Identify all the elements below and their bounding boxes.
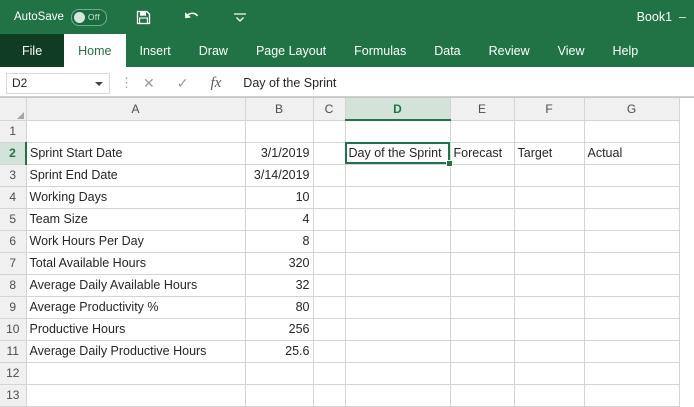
cell-B6[interactable]: 8	[245, 230, 313, 252]
cell-C2[interactable]	[313, 142, 345, 164]
row-header-4[interactable]: 4	[0, 186, 26, 208]
cell-G3[interactable]	[584, 164, 679, 186]
cell-A13[interactable]	[26, 384, 245, 406]
cell-E7[interactable]	[450, 252, 514, 274]
formula-bar-divider: ⋮	[120, 75, 133, 90]
column-header-b[interactable]: B	[245, 98, 313, 120]
title-bar	[0, 0, 694, 34]
cell-B3[interactable]: 3/14/2019	[245, 164, 313, 186]
row-header-7[interactable]: 7	[0, 252, 26, 274]
cell-A4[interactable]: Working Days	[26, 186, 245, 208]
row-header-11[interactable]: 11	[0, 340, 26, 362]
cell-F11[interactable]	[514, 340, 584, 362]
cell-C1[interactable]	[313, 120, 345, 142]
column-header-a[interactable]: A	[26, 98, 245, 120]
cell-C8[interactable]	[313, 274, 345, 296]
tab-review[interactable]: Review	[488, 43, 530, 58]
formula-bar	[0, 67, 694, 97]
row-header-8[interactable]: 8	[0, 274, 26, 296]
cell-D7[interactable]	[345, 252, 450, 274]
tab-data[interactable]: Data	[434, 43, 461, 58]
cell-D3[interactable]	[345, 164, 450, 186]
cell-D2-text: Day of the Sprint	[348, 146, 442, 160]
window-title	[637, 0, 694, 34]
cell-E8[interactable]	[450, 274, 514, 296]
cell-C5[interactable]	[313, 208, 345, 230]
cell-D1[interactable]	[345, 120, 450, 142]
cell-A12[interactable]	[26, 362, 245, 384]
cell-G4[interactable]	[584, 186, 679, 208]
autosave-toggle[interactable]	[71, 9, 107, 26]
document-title: Book1	[636, 10, 673, 24]
cell-G10[interactable]	[584, 318, 679, 340]
cell-F8[interactable]	[514, 274, 584, 296]
cell-A11[interactable]: Average Daily Productive Hours	[26, 340, 245, 362]
cell-E1[interactable]	[450, 120, 514, 142]
cell-C12[interactable]	[313, 362, 345, 384]
cell-C13[interactable]	[313, 384, 345, 406]
cell-B2[interactable]: 3/1/2019	[245, 142, 313, 164]
cell-E10[interactable]	[450, 318, 514, 340]
column-header-row	[0, 98, 679, 120]
cell-F3[interactable]	[514, 164, 584, 186]
table-row	[0, 384, 679, 406]
tab-page-layout[interactable]: Page Layout	[255, 43, 327, 58]
cell-D12[interactable]	[345, 362, 450, 384]
tab-help[interactable]: Help	[612, 43, 639, 58]
cell-C7[interactable]	[313, 252, 345, 274]
spreadsheet-grid[interactable]	[0, 97, 694, 407]
table-row	[0, 230, 679, 252]
cell-D5[interactable]	[345, 208, 450, 230]
fill-handle[interactable]	[446, 160, 453, 167]
more-commands-icon[interactable]	[229, 6, 251, 28]
table-row	[0, 318, 679, 340]
cell-G9[interactable]	[584, 296, 679, 318]
cell-E3[interactable]	[450, 164, 514, 186]
autosave-toggle-state: Off	[87, 12, 100, 22]
cell-C9[interactable]	[313, 296, 345, 318]
cell-G12[interactable]	[584, 362, 679, 384]
row-header-9[interactable]: 9	[0, 296, 26, 318]
cell-D6[interactable]	[345, 230, 450, 252]
cell-D2[interactable]	[345, 142, 450, 164]
cell-D4[interactable]	[345, 186, 450, 208]
cell-G5[interactable]	[584, 208, 679, 230]
cell-C6[interactable]	[313, 230, 345, 252]
check-icon[interactable]: ✓	[176, 75, 189, 91]
table-row	[0, 120, 679, 142]
table-row	[0, 274, 679, 296]
row-header-10[interactable]: 10	[0, 318, 26, 340]
row-header-1[interactable]: 1	[0, 120, 26, 142]
cell-F12[interactable]	[514, 362, 584, 384]
cell-D10[interactable]	[345, 318, 450, 340]
cell-G2[interactable]: Actual	[584, 142, 679, 164]
cell-F6[interactable]	[514, 230, 584, 252]
cell-A6[interactable]: Work Hours Per Day	[26, 230, 245, 252]
tab-file[interactable]: File	[0, 34, 64, 67]
cell-F10[interactable]	[514, 318, 584, 340]
cell-G1[interactable]	[584, 120, 679, 142]
cell-C10[interactable]	[313, 318, 345, 340]
cell-C3[interactable]	[313, 164, 345, 186]
table-row	[0, 142, 679, 164]
row-header-13[interactable]: 13	[0, 384, 26, 406]
tab-home[interactable]: Home	[64, 34, 125, 67]
grid-body	[0, 120, 679, 406]
cell-F13[interactable]	[514, 384, 584, 406]
table-row	[0, 186, 679, 208]
cell-A2[interactable]: Sprint Start Date	[26, 142, 245, 164]
undo-icon[interactable]	[181, 6, 203, 28]
cell-A9[interactable]: Average Productivity %	[26, 296, 245, 318]
cell-A5[interactable]: Team Size	[26, 208, 245, 230]
cell-G11[interactable]	[584, 340, 679, 362]
column-header-c[interactable]: C	[313, 98, 345, 120]
name-box-value: D2	[12, 76, 28, 90]
column-header-g[interactable]: G	[584, 98, 679, 120]
cell-A3[interactable]: Sprint End Date	[26, 164, 245, 186]
cell-B10[interactable]: 256	[245, 318, 313, 340]
cell-F2[interactable]: Target	[514, 142, 584, 164]
table-row	[0, 362, 679, 384]
cell-F5[interactable]	[514, 208, 584, 230]
column-header-f[interactable]: F	[514, 98, 584, 120]
cell-C11[interactable]	[313, 340, 345, 362]
cell-F9[interactable]	[514, 296, 584, 318]
cell-B12[interactable]	[245, 362, 313, 384]
cell-B8[interactable]: 32	[245, 274, 313, 296]
fx-icon[interactable]: fx	[210, 74, 222, 91]
table-row	[0, 340, 679, 362]
tab-view[interactable]: View	[557, 43, 585, 58]
row-header-6[interactable]: 6	[0, 230, 26, 252]
cell-D13[interactable]	[345, 384, 450, 406]
cell-E9[interactable]	[450, 296, 514, 318]
cell-E4[interactable]	[450, 186, 514, 208]
autosave-label: AutoSave	[14, 11, 64, 23]
column-header-d[interactable]: D	[345, 98, 450, 120]
formula-input[interactable]	[241, 72, 694, 94]
autosave-control[interactable]	[14, 9, 107, 26]
cell-B4[interactable]: 10	[245, 186, 313, 208]
cell-E11[interactable]	[450, 340, 514, 362]
column-header-e[interactable]: E	[450, 98, 514, 120]
title-suffix: –	[679, 10, 686, 24]
cell-C4[interactable]	[313, 186, 345, 208]
cell-A8[interactable]: Average Daily Available Hours	[26, 274, 245, 296]
cell-A7[interactable]: Total Available Hours	[26, 252, 245, 274]
cell-B5[interactable]: 4	[245, 208, 313, 230]
cell-F1[interactable]	[514, 120, 584, 142]
autosave-toggle-knob	[74, 12, 85, 23]
cell-B11[interactable]: 25.6	[245, 340, 313, 362]
cell-D9[interactable]	[345, 296, 450, 318]
cell-F7[interactable]	[514, 252, 584, 274]
quick-access-toolbar	[133, 6, 251, 28]
tab-insert[interactable]: Insert	[139, 43, 171, 58]
row-header-5[interactable]: 5	[0, 208, 26, 230]
row-header-3[interactable]: 3	[0, 164, 26, 186]
cell-D11[interactable]	[345, 340, 450, 362]
formula-bar-buttons	[143, 75, 221, 92]
ribbon-tabs	[0, 34, 694, 67]
tab-draw[interactable]: Draw	[198, 43, 228, 58]
select-all-button[interactable]	[0, 98, 26, 120]
table-row	[0, 252, 679, 274]
cell-E12[interactable]	[450, 362, 514, 384]
table-row	[0, 296, 679, 318]
cell-G8[interactable]	[584, 274, 679, 296]
cell-E2[interactable]: Forecast	[450, 142, 514, 164]
cell-B1[interactable]	[245, 120, 313, 142]
cell-B13[interactable]	[245, 384, 313, 406]
row-header-2[interactable]: 2	[0, 142, 26, 164]
cancel-icon[interactable]: ✕	[143, 75, 155, 91]
cell-B9[interactable]: 80	[245, 296, 313, 318]
cell-G6[interactable]	[584, 230, 679, 252]
table-row	[0, 164, 679, 186]
cell-D8[interactable]	[345, 274, 450, 296]
cell-E13[interactable]	[450, 384, 514, 406]
grid-table	[0, 98, 680, 407]
cell-A10[interactable]: Productive Hours	[26, 318, 245, 340]
cell-F4[interactable]	[514, 186, 584, 208]
cell-B7[interactable]: 320	[245, 252, 313, 274]
name-box[interactable]	[6, 73, 110, 94]
table-row	[0, 208, 679, 230]
cell-G13[interactable]	[584, 384, 679, 406]
tab-formulas[interactable]: Formulas	[354, 43, 407, 58]
cell-A1[interactable]	[26, 120, 245, 142]
cell-E6[interactable]	[450, 230, 514, 252]
select-all-icon	[17, 112, 24, 119]
cell-G7[interactable]	[584, 252, 679, 274]
row-header-12[interactable]: 12	[0, 362, 26, 384]
chevron-down-icon[interactable]	[95, 82, 103, 86]
cell-E5[interactable]	[450, 208, 514, 230]
save-icon[interactable]	[133, 6, 155, 28]
